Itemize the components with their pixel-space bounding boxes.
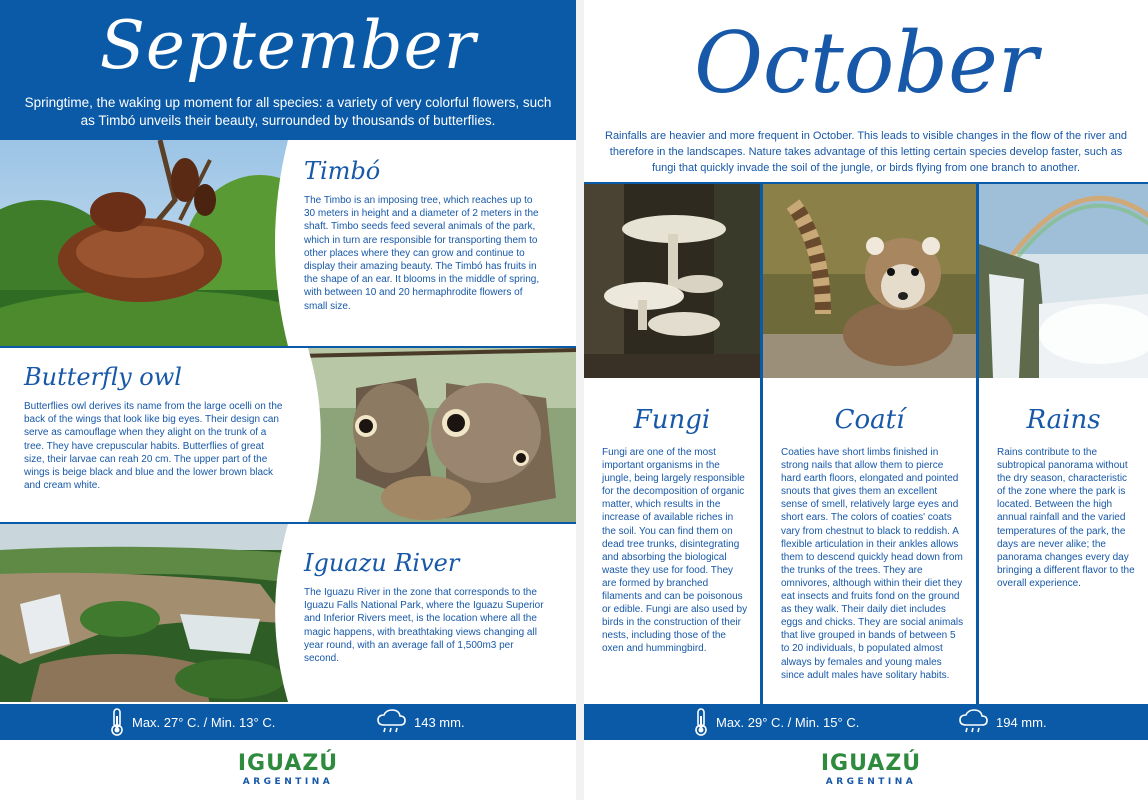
september-header xyxy=(0,0,576,140)
rain-cloud-icon xyxy=(376,709,406,735)
fungi-text: Fungi are one of the most important organisms in the jungle, being largely responsible for the decomposition of organic matter, which results in the increase of available riches in the soil. You can find them on dead tree trunks, disintegrating and absorbing the biological waste they use for food. They are formed by branched filaments and can be poisonous or edible. Fungi are also used by birds in the construction of their nests, including those of the oxen and hummingbird. xyxy=(602,447,748,655)
rains-photo xyxy=(979,184,1148,378)
butterfly-owl-text: Butterflies owl derives its name from the large ocelli on the back of the wings that look like big eyes. Their design can serve as camouflage when they alight on the trunk of a tree. They have crepuscular habits. Butterflies of great size, their larvae can reah 20 cm. The upper part of the wings is beige black and blue and the lower brown black and cream white. xyxy=(24,401,283,492)
iguazu-curve xyxy=(268,524,308,702)
iguazu-river-photo xyxy=(0,524,300,702)
page-gutter xyxy=(576,0,584,800)
timbo-photo xyxy=(0,140,300,346)
september-title: September xyxy=(99,7,477,84)
september-temperature: Max. 27° C. / Min. 13° C. xyxy=(132,714,276,730)
rains-text: Rains contribute to the subtropical panorama without the dry season, characteristic of the zone where the park is located. Between the high annual rainfall and the varied temperatures of the park, the days are never alike; the panorama changes every day bringing a different flavor to the overall experience. xyxy=(997,447,1135,589)
butterfly-owl-section xyxy=(0,346,576,522)
coati-title: Coatí xyxy=(834,405,905,435)
timbo-curve xyxy=(268,140,308,346)
september-intro: Springtime, the waking up moment for all species: a variety of very colorful flowers, such as Timbó unveils their beauty, surrounded by thousands of butterflies. xyxy=(24,95,552,128)
october-grid xyxy=(584,182,1148,704)
butterfly-curve xyxy=(288,348,328,522)
rain-cloud-icon xyxy=(958,709,988,735)
rains-title: Rains xyxy=(1026,405,1101,435)
thermometer-icon xyxy=(694,708,708,736)
butterfly-owl-title: Butterfly owl xyxy=(24,363,182,391)
timbo-title: Timbó xyxy=(304,157,381,185)
fungi-photo xyxy=(584,184,760,378)
logo-sub: ARGENTINA xyxy=(242,777,334,787)
coati-column xyxy=(763,184,976,704)
fungi-title: Fungi xyxy=(633,405,711,435)
logo-main: IGUAZÚ xyxy=(237,751,339,776)
october-footer xyxy=(584,704,1148,740)
logo-main: IGUAZÚ xyxy=(820,751,922,776)
october-title: October xyxy=(694,14,1038,112)
butterfly-photo xyxy=(296,348,576,522)
october-page xyxy=(584,0,1148,800)
rains-column xyxy=(979,184,1148,704)
september-footer xyxy=(0,704,576,740)
october-temperature: Max. 29° C. / Min. 15° C. xyxy=(716,714,860,730)
iguazu-logo xyxy=(816,752,926,788)
iguazu-logo xyxy=(233,752,343,788)
iguazu-river-text: The Iguazu River in the zone that corresponds to the Iguazu Falls National Park, where the Iguazu Superior and Inferior Rivers meet, is the location where all the magic happens, with breathtaking views changing all year round, with an average fall of 1,500m3 per second. xyxy=(304,587,544,665)
thermometer-icon xyxy=(110,708,124,736)
coati-text: Coaties have short limbs finished in strong nails that allow them to pierce hard earth floors, elongated and pointed snouts that gives them an excellent sense of smell, relatively large eyes and short ears. The colors of coaties' coats vary from chestnut to black to reddish. A flexible articulation in their ankles allows them to descend quickly head down from the trunks of the trees. They are omnivores, although within their diet they eat insects and fruits fond on the ground as they walk. Their daily diet includes eggs and chicks. They are social animals that live grouped in bands of between 5 to 20 individuals, b populated almost always by females and young males since adult males have solitary habits. xyxy=(781,447,964,681)
iguazu-river-title: Iguazu River xyxy=(304,549,460,577)
timbo-text: The Timbo is an imposing tree, which reaches up to 30 meters in height and a diameter of 2 meters in the shaft. Timbo seeds feed several animals of the park, which in turn are responsible for transporting them to other places where they can grow and continue to display their amazing beauty. The Timbó has fruits in the shape of an ear. It blooms in the middle of spring, with between 10 and 20 hermaphrodite flowers of small size. xyxy=(304,195,540,312)
iguazu-river-section xyxy=(0,522,576,702)
october-intro: Rainfalls are heavier and more frequent in October. This leads to visible changes in the flow of the river and therefore in the landscapes. Nature takes advantage of this letting certain species develop faster, such as fungi that quickly invade the soil of the jungle, or birds flying from one branch to another. xyxy=(605,130,1127,174)
coati-photo xyxy=(763,184,976,378)
timbo-section xyxy=(0,140,576,346)
logo-sub: ARGENTINA xyxy=(825,777,917,787)
fungi-column xyxy=(584,184,760,704)
september-rainfall: 143 mm. xyxy=(414,714,465,730)
october-rainfall: 194 mm. xyxy=(996,714,1047,730)
